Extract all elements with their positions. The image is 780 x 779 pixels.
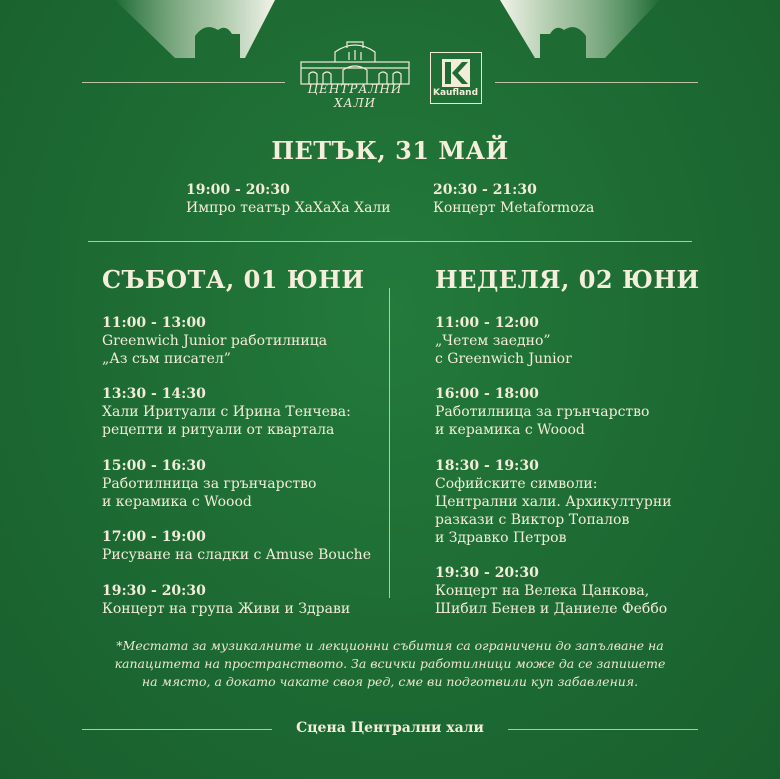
kaufland-logo-text: Kaufland bbox=[432, 88, 479, 98]
event-description: Greenwich Junior работилница bbox=[102, 333, 328, 349]
event-description: Концерт на Велека Цанкова, bbox=[435, 583, 650, 599]
saturday-event-1 bbox=[102, 314, 327, 368]
header-rule-left bbox=[82, 82, 285, 83]
note-line: *Местата за музикалните и лекционни събития са ограничени до запълване на bbox=[116, 638, 664, 653]
friday-divider bbox=[88, 241, 692, 242]
capacity-note bbox=[100, 637, 680, 691]
event-time: 11:00 - 12:00 bbox=[435, 315, 539, 331]
event-description: Централни хали. Архикултурни bbox=[435, 494, 672, 510]
sunday-event-2 bbox=[435, 385, 649, 439]
friday-event-2 bbox=[433, 181, 594, 217]
event-description: Софийските символи: bbox=[435, 476, 598, 492]
friday-title: ПЕТЪК, 31 МАЙ bbox=[271, 136, 509, 165]
event-description: Работилница за грънчарство bbox=[102, 476, 317, 492]
event-description: с Greenwich Junior bbox=[435, 351, 572, 367]
kaufland-logo bbox=[430, 52, 482, 104]
event-description: разкази с Виктор Топалов bbox=[435, 512, 630, 528]
header-rule-right bbox=[495, 82, 698, 83]
event-description: Рисуване на сладки с Amuse Bouche bbox=[102, 547, 371, 563]
sunday-event-4 bbox=[435, 564, 667, 618]
footer-stage-title: Сцена Централни хали bbox=[296, 720, 484, 736]
event-description: и керамика с Woood bbox=[102, 494, 252, 510]
saturday-event-5 bbox=[102, 582, 350, 618]
column-divider bbox=[389, 288, 390, 598]
event-time: 11:00 - 13:00 bbox=[102, 315, 206, 331]
friday-event-1 bbox=[186, 181, 391, 217]
event-time: 13:30 - 14:30 bbox=[102, 386, 206, 402]
saturday-event-4 bbox=[102, 528, 371, 564]
centralni-hali-logo-text: ЦЕНТРАЛНИ ХАЛИ bbox=[307, 82, 403, 110]
event-time: 19:30 - 20:30 bbox=[435, 565, 539, 581]
event-description: Хали Иритуали с Ирина Тенчева: bbox=[102, 404, 351, 420]
left-light-beam-decoration bbox=[0, 0, 300, 60]
event-description: и керамика с Woood bbox=[435, 422, 585, 438]
note-line: на място, а докато чакате своя ред, сме ви подготвили куп забавления. bbox=[141, 674, 639, 689]
event-description: Концерт на група Живи и Здрави bbox=[102, 601, 351, 617]
event-time: 19:30 - 20:30 bbox=[102, 583, 206, 599]
event-time: 19:00 - 20:30 bbox=[186, 182, 290, 198]
kaufland-k-icon bbox=[442, 59, 470, 87]
saturday-event-3 bbox=[102, 457, 316, 511]
note-line: капацитета на пространството. За всички работилници може да се запишете bbox=[114, 656, 666, 671]
event-description: „Аз съм писател” bbox=[102, 351, 231, 367]
event-time: 18:30 - 19:30 bbox=[435, 458, 539, 474]
event-time: 15:00 - 16:30 bbox=[102, 458, 206, 474]
event-description: и Здравко Петров bbox=[435, 530, 567, 546]
event-description: Импро театър ХаХаХа Хали bbox=[186, 200, 391, 216]
saturday-event-2 bbox=[102, 385, 351, 439]
event-description: рецепти и ритуали от квартала bbox=[102, 422, 335, 438]
right-light-beam-decoration bbox=[480, 0, 780, 60]
sunday-event-3 bbox=[435, 457, 672, 547]
event-description: Шибил Бенев и Даниеле Феббо bbox=[435, 601, 668, 617]
sunday-title: НЕДЕЛЯ, 02 ЮНИ bbox=[435, 265, 700, 294]
event-description: „Четем заедно” bbox=[435, 333, 551, 349]
sunday-event-1 bbox=[435, 314, 572, 368]
footer-rule-right bbox=[508, 729, 698, 730]
event-time: 17:00 - 19:00 bbox=[102, 529, 206, 545]
saturday-title: СЪБОТА, 01 ЮНИ bbox=[102, 265, 365, 294]
event-time: 20:30 - 21:30 bbox=[433, 182, 537, 198]
event-description: Работилница за грънчарство bbox=[435, 404, 650, 420]
event-description: Концерт Metaformoza bbox=[433, 200, 595, 216]
event-time: 16:00 - 18:00 bbox=[435, 386, 539, 402]
